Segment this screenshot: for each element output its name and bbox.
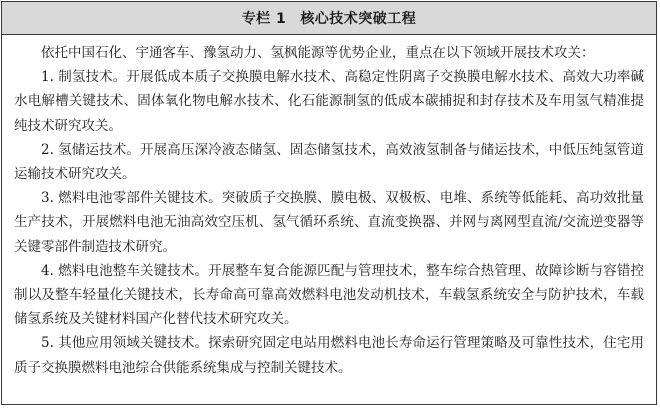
item-paragraph (14, 259, 644, 332)
item-paragraph (14, 65, 644, 138)
box-title: 核心技术突破工程 (300, 11, 417, 27)
feature-box (1, 1, 657, 405)
column-label: 专栏 1 (241, 11, 287, 27)
item-text: 开展整车复合能源匹配与管理技术，整车综合热管理、故障诊断与容错控制以及整车轻量化关键技术，长寿命高可靠高效燃料电池发动机技术，车载氢系统安全与防护技术，车载储氢系统及关键材料国产化替代技术研究攻关。 (14, 262, 645, 328)
item-label: 3. 燃料电池零部件关键技术。 (41, 190, 222, 207)
item-text: 开展低成本质子交换膜电解水技术、高稳定性阴离子交换膜电解水技术、高效大功率碱水电解槽关键技术、固体氧化物电解水技术、化石能源制氢的低成本碳捕捉和封存技术及车用氢气精准提纯技术研究攻关。 (14, 69, 645, 134)
item-text: 突破质子交换膜、膜电极、双极板、电堆、系统等低能耗、高功效批量生产技术，开展燃料电池无油高效空压机、氢气循环系统、直流变换器、并网与离网型直流/交流逆变器等关键零部件制造技术研究。 (14, 190, 645, 255)
item-label: 4. 燃料电池整车关键技术。 (41, 262, 209, 279)
item-paragraph (14, 331, 644, 379)
item-label: 1. 制氢技术。 (41, 69, 127, 86)
item-paragraph (14, 138, 644, 186)
item-text: 探索研究固定电站用燃料电池长寿命运行管理策略及可靠性技术，住宅用质子交换膜燃料电池综合供能系统集成与控制关键技术。 (14, 335, 645, 376)
box-header (2, 2, 656, 35)
intro-paragraph: 依托中国石化、宇通客车、豫氢动力、氢枫能源等优势企业，重点在以下领域开展技术攻关： (41, 45, 595, 61)
item-paragraph (14, 186, 644, 259)
item-label: 5. 其他应用领域关键技术。 (41, 335, 209, 352)
item-label: 2. 氢储运技术。 (41, 141, 141, 158)
item-text: 开展高压深冷液态储氢、固态储氢技术，高效液氢制备与储运技术，中低压纯氢管道运输技术研究攻关。 (14, 141, 645, 183)
box-content (2, 35, 656, 380)
